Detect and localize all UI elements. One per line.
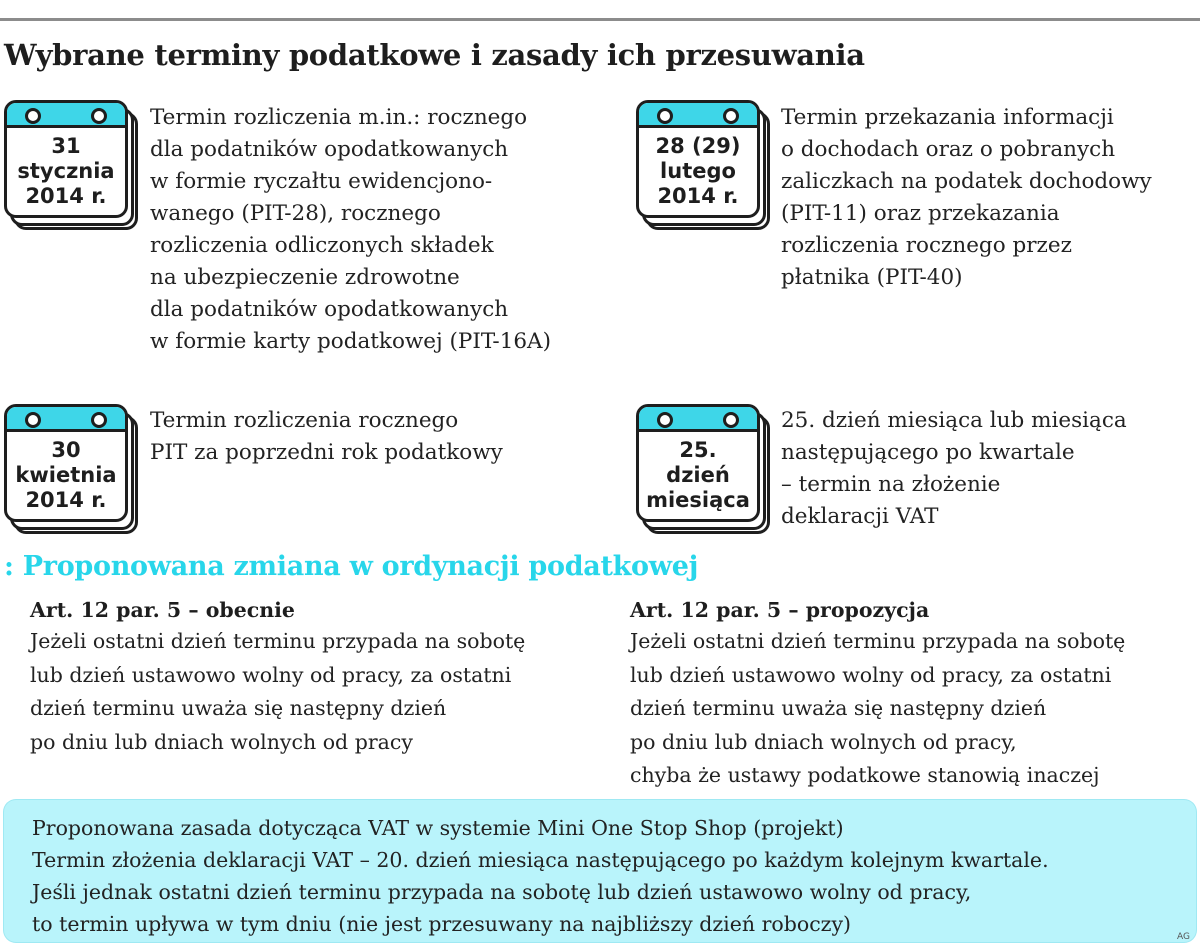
- proposed-text: Jeżeli ostatni dzień terminu przypada na sobotę lub dzień ustawowo wolny od pracy, za ostatni dzień terminu uważa się następny dzień po dniu lub dniach wolnych od pracy, chyba że ustawy podatkowe stanowią inaczej: [630, 629, 1126, 787]
- vat-info-box: [4, 800, 1196, 942]
- section-title-text: Proponowana zmiana w ordynacji podatkowej: [22, 551, 699, 582]
- deadline-description: Termin przekazania informacji o dochodach oraz o pobranych zaliczkach na podatek dochodowy (PIT-11) oraz przekazania rozliczenia rocznego przez płatnika (PIT-40): [781, 105, 1152, 290]
- deadline-description: Termin rozliczenia m.in.: rocznego dla podatników opodatkowanych w formie ryczałtu ewidencjono- wanego (PIT-28), rocznego rozliczenia odliczonych składek na ubezpieczenie zdrowotne dla podatników opodatkowanych w formie karty podatkowej (PIT-16A): [150, 105, 551, 354]
- deadline-date: 25. dzień miesiąca: [646, 437, 750, 512]
- top-rule: [0, 18, 1200, 21]
- section-marker: :: [4, 551, 14, 582]
- page-title: Wybrane terminy podatkowe i zasady ich przesuwania: [4, 38, 865, 72]
- calendar-icon: [4, 100, 136, 230]
- deadline-description: 25. dzień miesiąca lub miesiąca następującego po kwartale – termin na złożenie deklaracji VAT: [781, 408, 1127, 529]
- vat-info-text: Proponowana zasada dotycząca VAT w systemie Mini One Stop Shop (projekt) Termin złożenia deklaracji VAT – 20. dzień miesiąca następującego po każdym kolejnym kwartale. Jeśli jednak ostatni dzień terminu przypada na sobotę lub dzień ustawowo wolny od pracy, to termin upływa w tym dniu (nie jest przesuwany na najbliższy dzień roboczy): [32, 816, 1049, 936]
- calendar-icon: [636, 100, 768, 230]
- calendar-icon: [636, 404, 768, 534]
- section-title: [4, 551, 698, 582]
- deadline-description: Termin rozliczenia rocznego PIT za poprzedni rok podatkowy: [150, 408, 503, 465]
- proposed-heading: Art. 12 par. 5 – propozycja: [630, 598, 930, 622]
- deadline-date: 30 kwietnia 2014 r.: [15, 437, 117, 512]
- calendar-icon: [4, 404, 136, 534]
- author-credit: AG: [1177, 932, 1190, 942]
- deadline-date: 28 (29) lutego 2014 r.: [655, 133, 741, 208]
- current-heading: Art. 12 par. 5 – obecnie: [30, 598, 295, 622]
- deadline-date: 31 stycznia 2014 r.: [17, 133, 115, 208]
- current-text: Jeżeli ostatni dzień terminu przypada na sobotę lub dzień ustawowo wolny od pracy, za ostatni dzień terminu uważa się następny dzień po dniu lub dniach wolnych od pracy: [30, 629, 526, 754]
